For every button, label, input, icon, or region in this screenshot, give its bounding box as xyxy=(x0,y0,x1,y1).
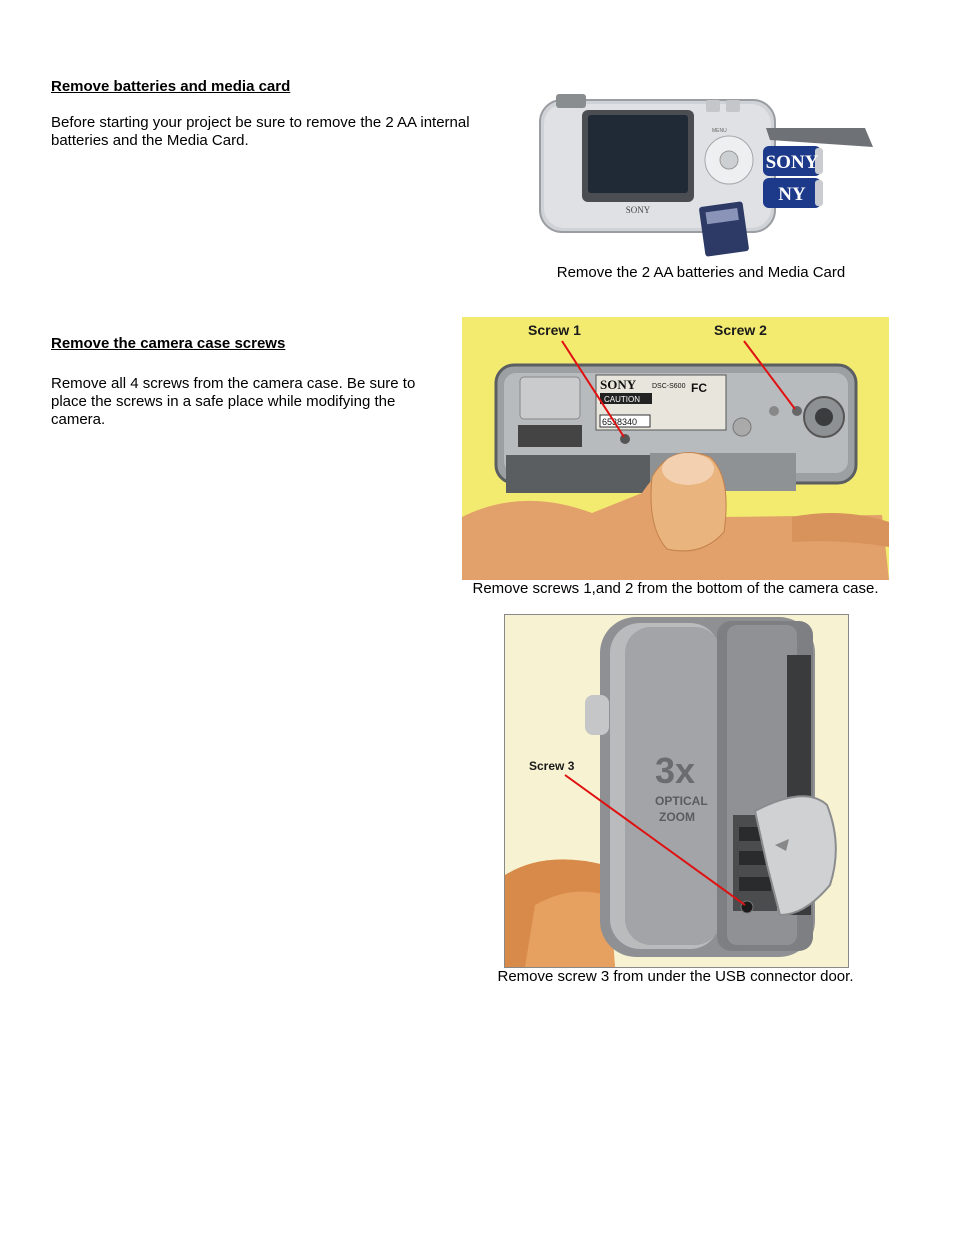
section-heading-batteries: Remove batteries and media card xyxy=(51,78,291,95)
camera-side-caption: Remove screw 3 from under the USB connector door. xyxy=(497,968,854,985)
batteries-instructions: Before starting your project be sure to remove the 2 AA internal batteries and the Media Card. xyxy=(51,114,470,149)
fcc-logo: FC xyxy=(691,381,707,395)
sticker-model: DSC-S600 xyxy=(652,383,686,390)
battery-brand-bottom: NY xyxy=(778,184,806,205)
camera-side-photo xyxy=(504,614,849,968)
camera-batteries-photo xyxy=(530,92,878,260)
section-heading-screws: Remove the camera case screws xyxy=(51,335,286,352)
sticker-brand: SONY xyxy=(600,377,637,392)
optical-text: OPTICAL xyxy=(655,794,708,808)
zoom-3x-text: 3x xyxy=(655,750,696,791)
battery-brand-top: SONY xyxy=(765,152,819,173)
batteries-photo-caption: Remove the 2 AA batteries and Media Card xyxy=(556,264,846,281)
sticker-caution: CAUTION xyxy=(604,395,640,404)
zoom-text: ZOOM xyxy=(659,810,695,824)
menu-label: MENU xyxy=(712,128,727,134)
screws-instructions: Remove all 4 screws from the camera case. Be sure to place the screws in a safe place while modifying the camera. xyxy=(51,375,416,428)
screw2-label: Screw 2 xyxy=(714,322,767,338)
screw3-label: Screw 3 xyxy=(529,759,575,773)
screw1-label: Screw 1 xyxy=(528,322,581,338)
camera-bottom-photo xyxy=(462,317,889,580)
sticker-serial: 6538340 xyxy=(602,417,638,427)
camera-brand-text: SONY xyxy=(625,205,651,215)
camera-bottom-caption: Remove screws 1,and 2 from the bottom of the camera case. xyxy=(472,580,879,597)
